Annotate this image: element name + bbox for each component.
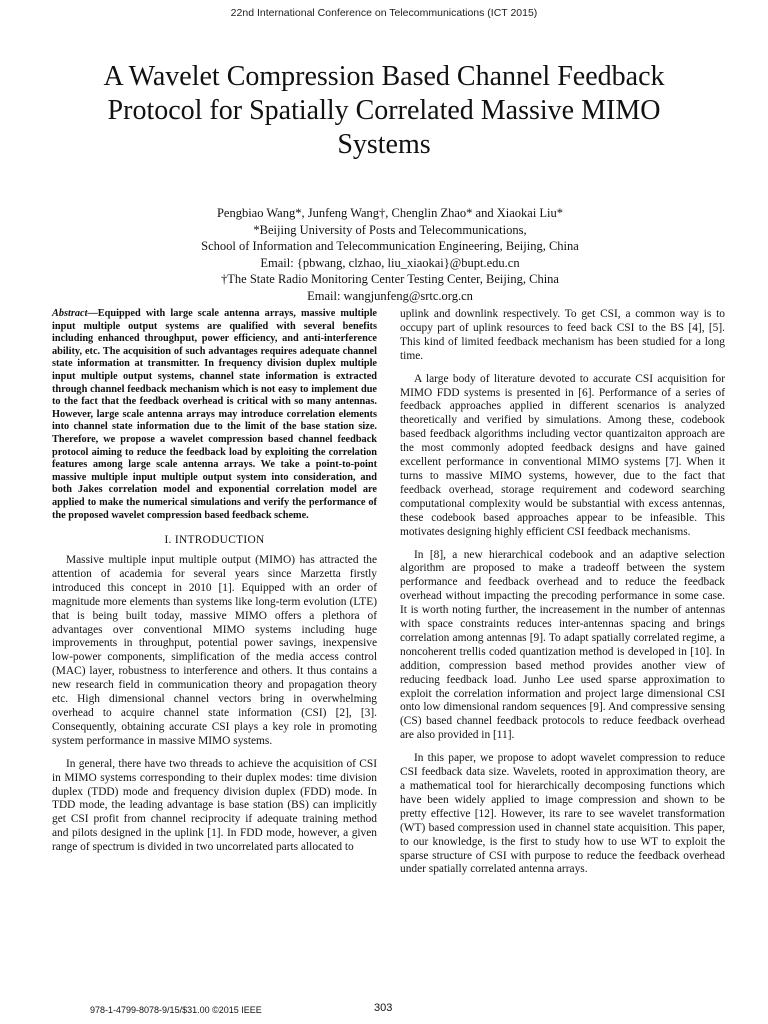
abstract-text: —Equipped with large scale antenna arrays, massive multiple input multiple output systems are qualified with several benefits including enhanced throughput, power efficiency, and anti-interference ability, etc. The acquisition of such advantages requires adequate channel state information at transmitter. In frequency division duplex multiple input multiple output systems, channel state information is extracted through channel feedback mechanism which is not easy to implement due to the fact that the feedback overhead is critical with so many antennas. However, large scale antenna arrays may introduce correlation elements into channel state information due to the limit of the base station size. Therefore, we propose a wavelet compression based channel feedback protocol aiming to reduce the feedback load by exploiting the correlation features among large scale antenna arrays. We take a point-to-point massive multiple input multiple output system into consideration, and both Jakes correlation model and exponential correlation model are applied to make the numerical simulations and verify the performance of the proposed wavelet compression based feedback scheme. <box>52 308 377 521</box>
paragraph: uplink and downlink respectively. To get CSI, a common way is to occupy part of uplink resources to feed back CSI to the BS [4], [5]. This kind of limited feedback mechanism has been studied for a long time. <box>400 308 725 362</box>
author-block <box>0 205 768 304</box>
author-names: Pengbiao Wang*, Junfeng Wang†, Chenglin Zhao* and Xiaokai Liu* <box>216 206 564 220</box>
affiliation: *Beijing University of Posts and Telecommunications, <box>253 222 527 237</box>
abstract <box>52 308 377 522</box>
paper-title <box>40 60 728 162</box>
section-heading: I. INTRODUCTION <box>164 534 265 547</box>
paragraph: In general, there have two threads to achieve the acquisition of CSI in MIMO systems corresponding to their duplex modes: time division duplex (TDD) mode and frequency division duplex (FDD) mode. In TDD mode, the leading advantage is base station (BS) can implicitly get CSI profit from channel reciprocity if adequate training method and pilots designed in the uplink [1]. In FDD mode, however, a given range of spectrum is divided in two uncorrelated parts allocated to <box>52 757 377 854</box>
paragraph: In [8], a new hierarchical codebook and an adaptive selection algorithm are proposed to make a tradeoff between the system performance and feedback overhead and to reduce the feedback overhead without impacting the precoding performance in some case. It is worth noting further, the increasement in the number of antennas with space constraints reduces inter-antennas spacing and brings correlation among antennas [9]. To adapt spatially correlated regime, a noncoherent trellis coded quantization method is developed in [10]. In addition, compression based method provides another view of reducing feedback load. Junho Lee used sparse approximation to exploit the correlation information and project large dimensional CSI onto low dimensional random sequences [9]. And compressive sensing (CS) based channel feedback protocols to reduce feedback overhead are also provided in [11]. <box>400 548 725 742</box>
title-line: Protocol for Spatially Correlated Massive MIMO <box>107 95 661 126</box>
affiliation: †The State Radio Monitoring Center Testing Center, Beijing, China <box>221 272 559 286</box>
paragraph: In this paper, we propose to adopt wavelet compression to reduce CSI feedback data size. Wavelets, rooted in approximation theory, are a mathematical tool for hierarchically decomposing functions which have been widely applied to image compression and shown to be pretty effective [12]. However, its rare to see wavelet transformation (WT) based compression used in channel state acquisition. This paper, to our knowledge, is the first to study how to use WT to exploit the sparse structure of CSI with purpose to reduce the feedback overhead under spatially correlated antenna arrays. <box>400 752 725 876</box>
conference-header: 22nd International Conference on Telecommunications (ICT 2015) <box>230 7 538 19</box>
abstract-label: Abstract <box>52 308 88 319</box>
right-column <box>400 308 725 886</box>
left-column <box>52 308 377 864</box>
paragraph: Massive multiple input multiple output (MIMO) has attracted the attention of academia for several years since Marzetta firstly introduced this concept in 2010 [1]. Equipped with an order of magnitude more elements than systems like long-term evolution (LTE) that is being built today, massive MIMO offers a plethora of advantages over conventional MIMO systems including huge improvements in throughput, potential power savings, inexpensive low-power components, simplification of the media access control (MAC) layer, robustness to interference and others. It thus contains a new research field in communication theory and propagation theory etc. High dimensional channel vectors bring in overwhelming overhead to acquire channel state information (CSI) [2], [3]. Consequently, obtaining accurate CSI plays a key role in promoting system performance in massive MIMO systems. <box>52 554 377 747</box>
paragraph: A large body of literature devoted to accurate CSI acquisition for MIMO FDD systems is presented in [6]. Performance of a series of feedback approaches applied in different scenarios is analyzed theoretically and verified by simulations. Among these, codebook based feedback algorithms including vector quantizaiton approach are the most commonly adopted feedback designs and have gained excellent performance in conventional MIMO systems [7]. When it turns to massive MIMO systems, however, due to the fact that feedback overhead, storage requirement and codeword searching computational complexity would be substantial with excess antennas, these codebook based approaches appear to be infeasible. This motivates designing highly efficient CSI feedback mechanisms. <box>400 372 725 538</box>
title-line: A Wavelet Compression Based Channel Feedback <box>103 61 665 92</box>
email: Email: wangjunfeng@srtc.org.cn <box>307 288 473 303</box>
page-number: 303 <box>374 1002 393 1014</box>
title-line: Systems <box>337 129 431 160</box>
affiliation: School of Information and Telecommunication Engineering, Beijing, China <box>201 239 579 253</box>
email: Email: {pbwang, clzhao, liu_xiaokai}@bupt.edu.cn <box>260 255 520 270</box>
copyright-footer: 978-1-4799-8078-9/15/$31.00 ©2015 IEEE <box>90 1005 262 1015</box>
